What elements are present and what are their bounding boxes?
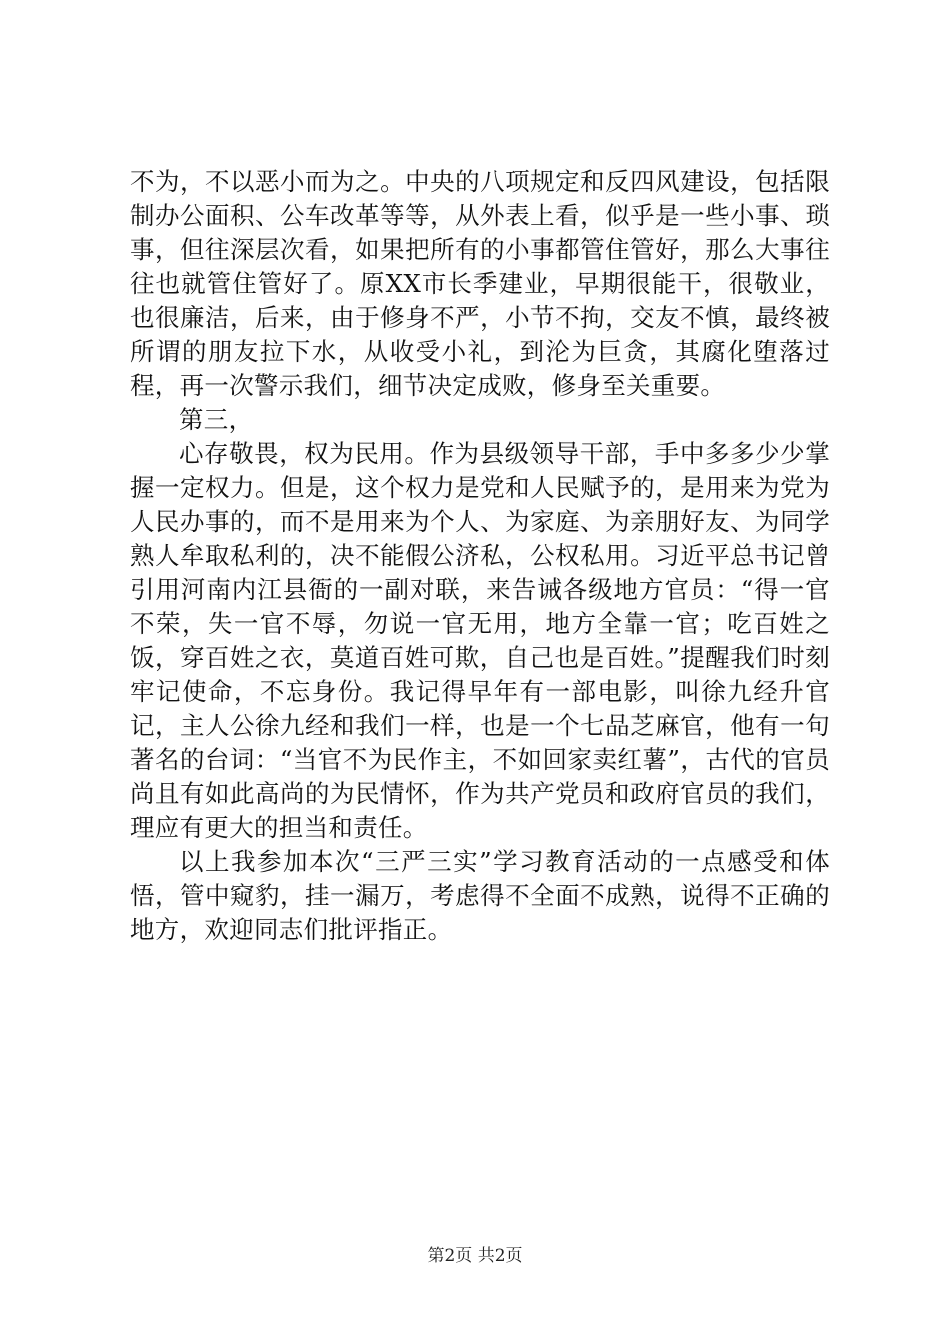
document-body (130, 165, 830, 947)
page-footer: 第2页 共2页 (427, 1246, 523, 1266)
paragraph-continuation: 不为，不以恶小而为之。中央的八项规定和反四风建设，包括限制办公面积、公车改革等等，从外表上看，似乎是一些小事、琐事，但往深层次看，如果把所有的小事都管住管好，那么大事往往也就管住管好了。原XX市长季建业，早期很能干，很敬业，也很廉洁，后来，由于修身不严，小节不拘，交友不慎，最终被所谓的朋友拉下水，从收受小礼，到沦为巨贪，其腐化堕落过程，再一次警示我们，细节决定成败，修身至关重要。 (130, 167, 830, 400)
paragraph-closing: 以上我参加本次“三严三实”学习教育活动的一点感受和体悟，管中窥豹，挂一漏万，考虑得不全面不成熟，说得不正确的地方，欢迎同志们批评指正。 (130, 847, 830, 944)
paragraph-section-heading: 第三， (179, 405, 254, 434)
paragraph-reverence-power: 心存敬畏，权为民用。作为县级领导干部，手中多多少少掌握一定权力。但是，这个权力是党和人民赋予的，是用来为党为人民办事的，而不是用来为个人、为家庭、为亲朋好友、为同学熟人牟取私利的，决不能假公济私，公权私用。习近平总书记曾引用河南内江县衙的一副对联，来告诫各级地方官员：“得一官不荣，失一官不辱，勿说一官无用，地方全靠一官；吃百姓之饭，穿百姓之衣，莫道百姓可欺，自己也是百姓。”提醒我们时刻牢记使命，不忘身份。我记得早年有一部电影，叫徐九经升官记，主人公徐九经和我们一样，也是一个七品芝麻官，他有一句著名的台词：“当官不为民作主，不如回家卖红薯”，古代的官员尚且有如此高尚的为民情怀，作为共产党员和政府官员的我们，理应有更大的担当和责任。 (130, 439, 830, 842)
